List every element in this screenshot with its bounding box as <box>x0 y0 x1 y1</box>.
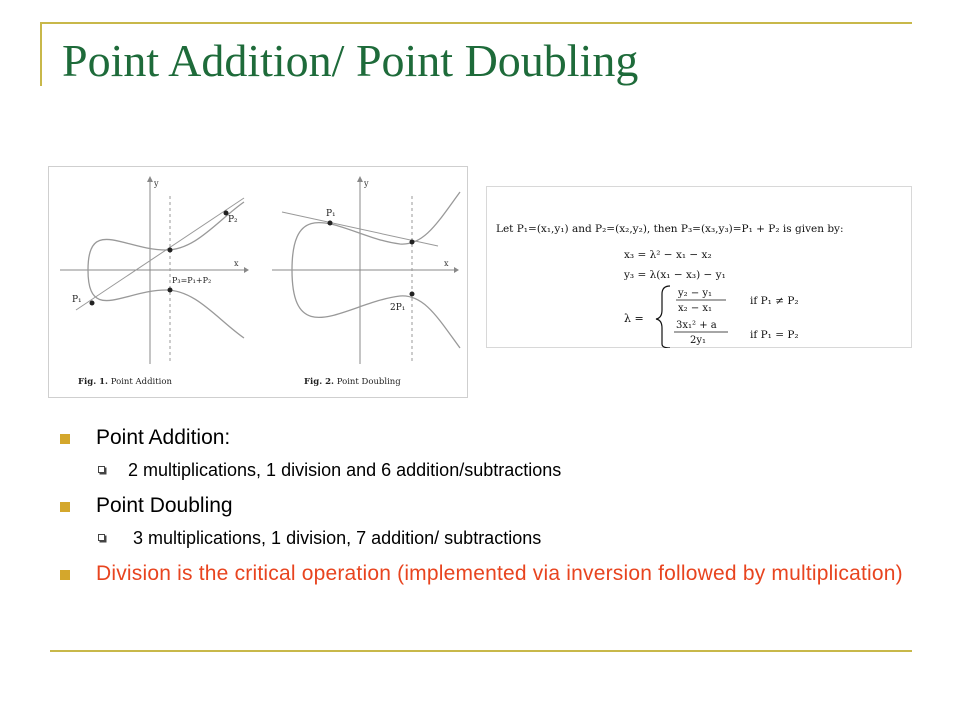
fig2-caption-bold: Fig. 2. <box>304 377 334 387</box>
formula-frac1-den: x₂ − x₁ <box>678 303 713 314</box>
fig1-p3-label: P₃=P₁+P₂ <box>172 276 212 285</box>
subbullet-point-doubling <box>60 526 920 550</box>
square-bullet-icon <box>60 502 70 512</box>
hollow-square-bullet-icon <box>98 466 105 473</box>
fig1-caption <box>78 377 172 387</box>
bullet-point-doubling <box>60 492 920 520</box>
formula-y3: y₃ = λ(x₁ − x₃) − y₁ <box>624 269 726 281</box>
fig1-intersect-point <box>168 248 173 253</box>
fig1-p1-point <box>90 301 95 306</box>
fig1-x-label: x <box>234 259 239 268</box>
subbullet-point-addition-text: 2 multiplications, 1 division and 6 addition/subtractions <box>128 460 562 480</box>
bullet-division-text: Division is the critical operation (implemented via inversion followed by multiplication) <box>96 562 903 585</box>
formula-frac1-num: y₂ − y₁ <box>678 288 713 299</box>
fig2-p1-label: P₁ <box>326 209 336 219</box>
hollow-square-bullet-icon <box>98 534 105 541</box>
fig1-p1-label: P₁ <box>72 295 82 305</box>
top-rule <box>40 22 912 24</box>
bullet-point-addition <box>60 424 920 452</box>
fig2-x-label: x <box>444 259 449 268</box>
bottom-rule <box>50 650 912 652</box>
subbullet-point-doubling-text: 3 multiplications, 1 division, 7 addition/ subtractions <box>128 528 542 548</box>
formula-frac2-den: 2y₁ <box>690 335 707 346</box>
subbullet-point-addition <box>60 458 920 482</box>
left-rule <box>40 22 42 86</box>
fig2-2p1-label: 2P₁ <box>390 303 406 313</box>
fig1-p2-label: P₂ <box>228 215 238 225</box>
fig2-caption <box>304 377 401 387</box>
fig1-y-label: y <box>154 179 159 188</box>
fig2-p1-point <box>328 221 333 226</box>
fig1-caption-bold: Fig. 1. <box>78 377 108 387</box>
fig1-caption-text: Point Addition <box>110 377 172 387</box>
fig2-caption-text: Point Doubling <box>336 377 401 387</box>
square-bullet-icon <box>60 434 70 444</box>
figures-border <box>49 167 468 398</box>
fig2-intersect-point <box>410 240 415 245</box>
formula-lambda: λ = <box>624 312 644 325</box>
bullet-list <box>60 424 920 594</box>
bullet-point-doubling-text: Point Doubling <box>96 494 233 517</box>
bullet-division <box>60 560 920 588</box>
formula-x3: x₃ = λ² − x₁ − x₂ <box>624 249 712 261</box>
fig2-2p1-point <box>410 292 415 297</box>
fig2-y-label: y <box>364 179 369 188</box>
formula-cond2: if P₁ = P₂ <box>750 329 799 341</box>
slide-title: Point Addition/ Point Doubling <box>62 35 639 86</box>
fig1-p3-point <box>168 288 173 293</box>
formula-panel <box>486 186 912 348</box>
formula-cond1: if P₁ ≠ P₂ <box>750 295 799 307</box>
bullet-point-addition-text: Point Addition: <box>96 426 231 449</box>
formula-intro: Let P₁=(x₁,y₁) and P₂=(x₂,y₂), then P₃=(x₃,y₃)=P₁ + P₂ is given by: <box>496 223 844 235</box>
figures-panel <box>48 166 468 398</box>
square-bullet-icon <box>60 570 70 580</box>
formula-frac2-num: 3x₁² + a <box>676 320 717 331</box>
